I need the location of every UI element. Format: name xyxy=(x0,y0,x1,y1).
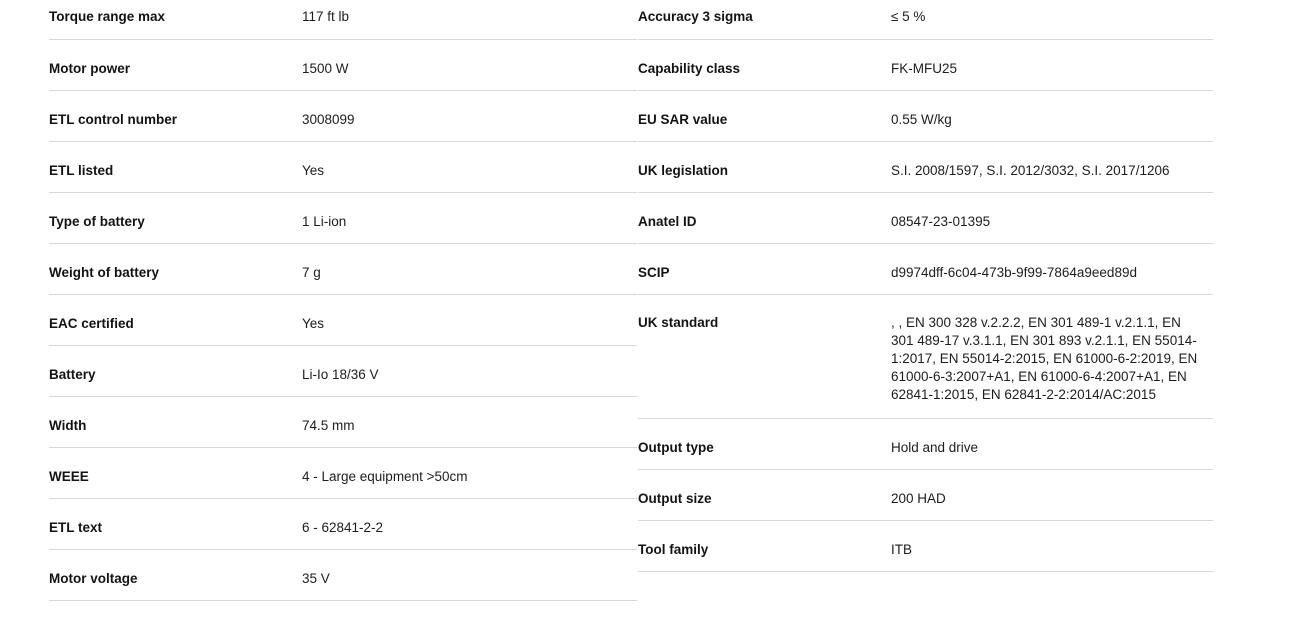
table-row xyxy=(638,521,1213,572)
table-row xyxy=(638,244,1213,295)
spec-label: UK standard xyxy=(638,315,719,330)
spec-label: Output size xyxy=(638,491,712,506)
table-row xyxy=(49,346,637,397)
spec-value: FK-MFU25 xyxy=(891,61,958,76)
table-row xyxy=(49,550,637,601)
spec-value: Yes xyxy=(302,316,325,331)
spec-label: ETL listed xyxy=(49,163,114,178)
spec-value: 1500 W xyxy=(302,61,349,76)
table-row xyxy=(638,40,1213,91)
spec-label: Torque range max xyxy=(49,9,166,24)
spec-label: EAC certified xyxy=(49,316,134,331)
table-row xyxy=(638,142,1213,193)
table-row xyxy=(49,91,637,142)
spec-value: 35 V xyxy=(302,571,330,586)
table-row xyxy=(49,0,637,40)
spec-value: 7 g xyxy=(302,265,321,280)
spec-label: Anatel ID xyxy=(638,214,697,229)
spec-value: 6 - 62841-2-2 xyxy=(302,520,384,535)
spec-label: Tool family xyxy=(638,542,709,557)
spec-value: Yes xyxy=(302,163,325,178)
spec-value: 08547-23-01395 xyxy=(891,214,991,229)
table-row xyxy=(638,295,1213,419)
spec-value: Hold and drive xyxy=(891,440,979,455)
spec-label: ETL control number xyxy=(49,112,178,127)
spec-column-left xyxy=(49,0,637,601)
table-row xyxy=(638,193,1213,244)
spec-value: Li-Io 18/36 V xyxy=(302,367,379,382)
spec-label: EU SAR value xyxy=(638,112,728,127)
spec-label: Output type xyxy=(638,440,714,455)
spec-label: Width xyxy=(49,418,87,433)
table-row xyxy=(49,193,637,244)
spec-value: ITB xyxy=(891,542,913,557)
spec-label: UK legislation xyxy=(638,163,729,178)
spec-label: Weight of battery xyxy=(49,265,160,280)
spec-value: , , EN 300 328 v.2.2.2, EN 301 489-1 v.2.1.1, EN 301 489-17 v.3.1.1, EN 301 893 v.2.1.1, EN 55014-1:2017, EN 55014-2:2015, EN 61000-6-2:2019, EN 61000-6-3:2007+A1, EN 61000-6-4:2007+A1, EN 62841-1:2015, EN 62841-2-2:2014/AC:2015 xyxy=(891,315,1198,402)
table-row xyxy=(638,419,1213,470)
spec-label: Type of battery xyxy=(49,214,145,229)
table-row xyxy=(49,244,637,295)
table-row xyxy=(49,142,637,193)
spec-value: ≤ 5 % xyxy=(891,9,926,24)
table-row xyxy=(49,499,637,550)
spec-value: 117 ft lb xyxy=(302,9,350,24)
spec-column-right xyxy=(638,0,1213,601)
spec-value: S.I. 2008/1597, S.I. 2012/3032, S.I. 2017/1206 xyxy=(891,163,1170,178)
spec-label: ETL text xyxy=(49,520,103,535)
spec-value: 1 Li-ion xyxy=(302,214,347,229)
table-row xyxy=(638,470,1213,521)
spec-label: Battery xyxy=(49,367,96,382)
table-row xyxy=(49,448,637,499)
table-row xyxy=(49,295,637,346)
spec-label: Motor voltage xyxy=(49,571,138,586)
spec-label: Accuracy 3 sigma xyxy=(638,9,753,24)
spec-label: Capability class xyxy=(638,61,741,76)
table-row xyxy=(49,397,637,448)
spec-value: d9974dff-6c04-473b-9f99-7864a9eed89d xyxy=(891,265,1137,280)
table-row xyxy=(49,40,637,91)
spec-value: 200 HAD xyxy=(891,491,946,506)
table-row xyxy=(638,91,1213,142)
spec-value: 4 - Large equipment >50cm xyxy=(302,469,468,484)
spec-label: WEEE xyxy=(49,469,89,484)
table-row xyxy=(638,0,1213,40)
spec-value: 0.55 W/kg xyxy=(891,112,952,127)
spec-value: 74.5 mm xyxy=(302,418,355,433)
spec-value: 3008099 xyxy=(302,112,355,127)
spec-label: Motor power xyxy=(49,61,130,76)
spec-label: SCIP xyxy=(638,265,670,280)
